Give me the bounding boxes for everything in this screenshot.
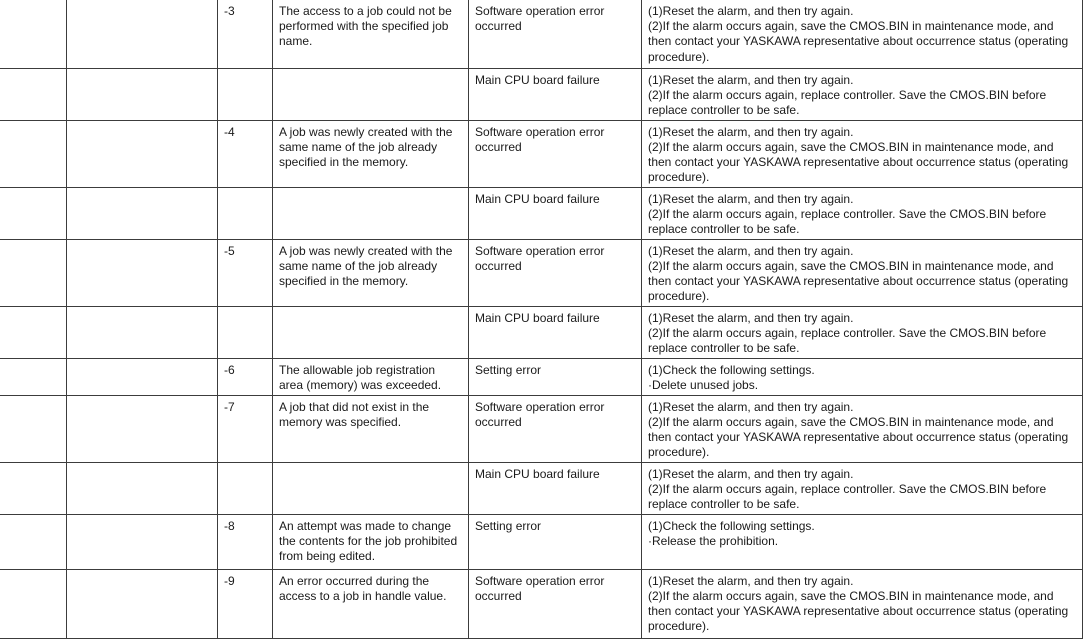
description-cell [273,462,469,514]
sub-code-cell: -3 [218,0,273,68]
remedy-cell: (1)Reset the alarm, and then try again. (2)If the alarm occurs again, replace controller. Save the CMOS.BIN before replace controller to be safe. [642,187,1083,239]
description-cell: A job was newly created with the same name of the job already specified in the memory. [273,239,469,306]
remedy-cell: (1)Reset the alarm, and then try again. (2)If the alarm occurs again, replace controller. Save the CMOS.BIN before replace controller to be safe. [642,306,1083,358]
table-row [0,187,1083,239]
alarm-number-cell [0,68,67,120]
cause-cell: Main CPU board failure [469,306,642,358]
description-cell [273,306,469,358]
remedy-cell: (1)Reset the alarm, and then try again. (2)If the alarm occurs again, replace controller. Save the CMOS.BIN before replace controller to be safe. [642,68,1083,120]
table-row [0,239,1083,306]
alarm-number-cell [0,462,67,514]
alarm-name-cell [67,68,218,120]
table-row [0,358,1083,395]
description-cell: An attempt was made to change the contents for the job prohibited from being edited. [273,514,469,569]
cause-cell: Software operation error occurred [469,120,642,187]
alarm-number-cell [0,120,67,187]
remedy-cell: (1)Check the following settings. ·Release the prohibition. [642,514,1083,569]
alarm-number-cell [0,306,67,358]
cause-cell: Setting error [469,358,642,395]
alarm-number-cell [0,187,67,239]
cause-cell: Main CPU board failure [469,187,642,239]
sub-code-cell: -7 [218,395,273,462]
table-row [0,68,1083,120]
remedy-cell: (1)Reset the alarm, and then try again. (2)If the alarm occurs again, replace controller. Save the CMOS.BIN before replace controller to be safe. [642,462,1083,514]
alarm-name-cell [67,187,218,239]
alarm-name-cell [67,569,218,638]
alarm-name-cell [67,306,218,358]
remedy-cell: (1)Reset the alarm, and then try again. (2)If the alarm occurs again, save the CMOS.BIN in maintenance mode, and then contact your YASKAWA representative about occurrence status (operating procedure). [642,395,1083,462]
sub-code-cell: -8 [218,514,273,569]
alarm-name-cell [67,462,218,514]
sub-code-cell [218,187,273,239]
cause-cell: Software operation error occurred [469,569,642,638]
remedy-cell: (1)Reset the alarm, and then try again. (2)If the alarm occurs again, save the CMOS.BIN in maintenance mode, and then contact your YASKAWA representative about occurrence status (operating procedure). [642,239,1083,306]
description-cell: An error occurred during the access to a job in handle value. [273,569,469,638]
alarm-name-cell [67,395,218,462]
sub-code-cell: -6 [218,358,273,395]
sub-code-cell: -5 [218,239,273,306]
description-cell: The access to a job could not be performed with the specified job name. [273,0,469,68]
sub-code-cell [218,306,273,358]
alarm-name-cell [67,120,218,187]
cause-cell: Main CPU board failure [469,68,642,120]
alarm-number-cell [0,514,67,569]
cause-cell: Software operation error occurred [469,0,642,68]
description-cell [273,68,469,120]
alarm-name-cell [67,0,218,68]
alarm-name-cell [67,514,218,569]
sub-code-cell: -9 [218,569,273,638]
alarm-name-cell [67,358,218,395]
cause-cell: Main CPU board failure [469,462,642,514]
table-row [0,462,1083,514]
alarm-number-cell [0,239,67,306]
cause-cell: Setting error [469,514,642,569]
sub-code-cell [218,462,273,514]
cause-cell: Software operation error occurred [469,239,642,306]
alarm-name-cell [67,239,218,306]
table-row [0,306,1083,358]
sub-code-cell [218,68,273,120]
description-cell [273,187,469,239]
alarm-number-cell [0,395,67,462]
description-cell: The allowable job registration area (memory) was exceeded. [273,358,469,395]
remedy-cell: (1)Reset the alarm, and then try again. (2)If the alarm occurs again, save the CMOS.BIN in maintenance mode, and then contact your YASKAWA representative about occurrence status (operating procedure). [642,0,1083,68]
remedy-cell: (1)Check the following settings. ·Delete unused jobs. [642,358,1083,395]
table-row [0,395,1083,462]
alarm-number-cell [0,0,67,68]
description-cell: A job that did not exist in the memory was specified. [273,395,469,462]
remedy-cell: (1)Reset the alarm, and then try again. (2)If the alarm occurs again, save the CMOS.BIN in maintenance mode, and then contact your YASKAWA representative about occurrence status (operating procedure). [642,569,1083,638]
table-row [0,514,1083,569]
alarm-number-cell [0,358,67,395]
table-row [0,120,1083,187]
alarm-number-cell [0,569,67,638]
description-cell: A job was newly created with the same name of the job already specified in the memory. [273,120,469,187]
cause-cell: Software operation error occurred [469,395,642,462]
table-row [0,0,1083,68]
sub-code-cell: -4 [218,120,273,187]
table-row [0,569,1083,638]
remedy-cell: (1)Reset the alarm, and then try again. (2)If the alarm occurs again, save the CMOS.BIN in maintenance mode, and then contact your YASKAWA representative about occurrence status (operating procedure). [642,120,1083,187]
